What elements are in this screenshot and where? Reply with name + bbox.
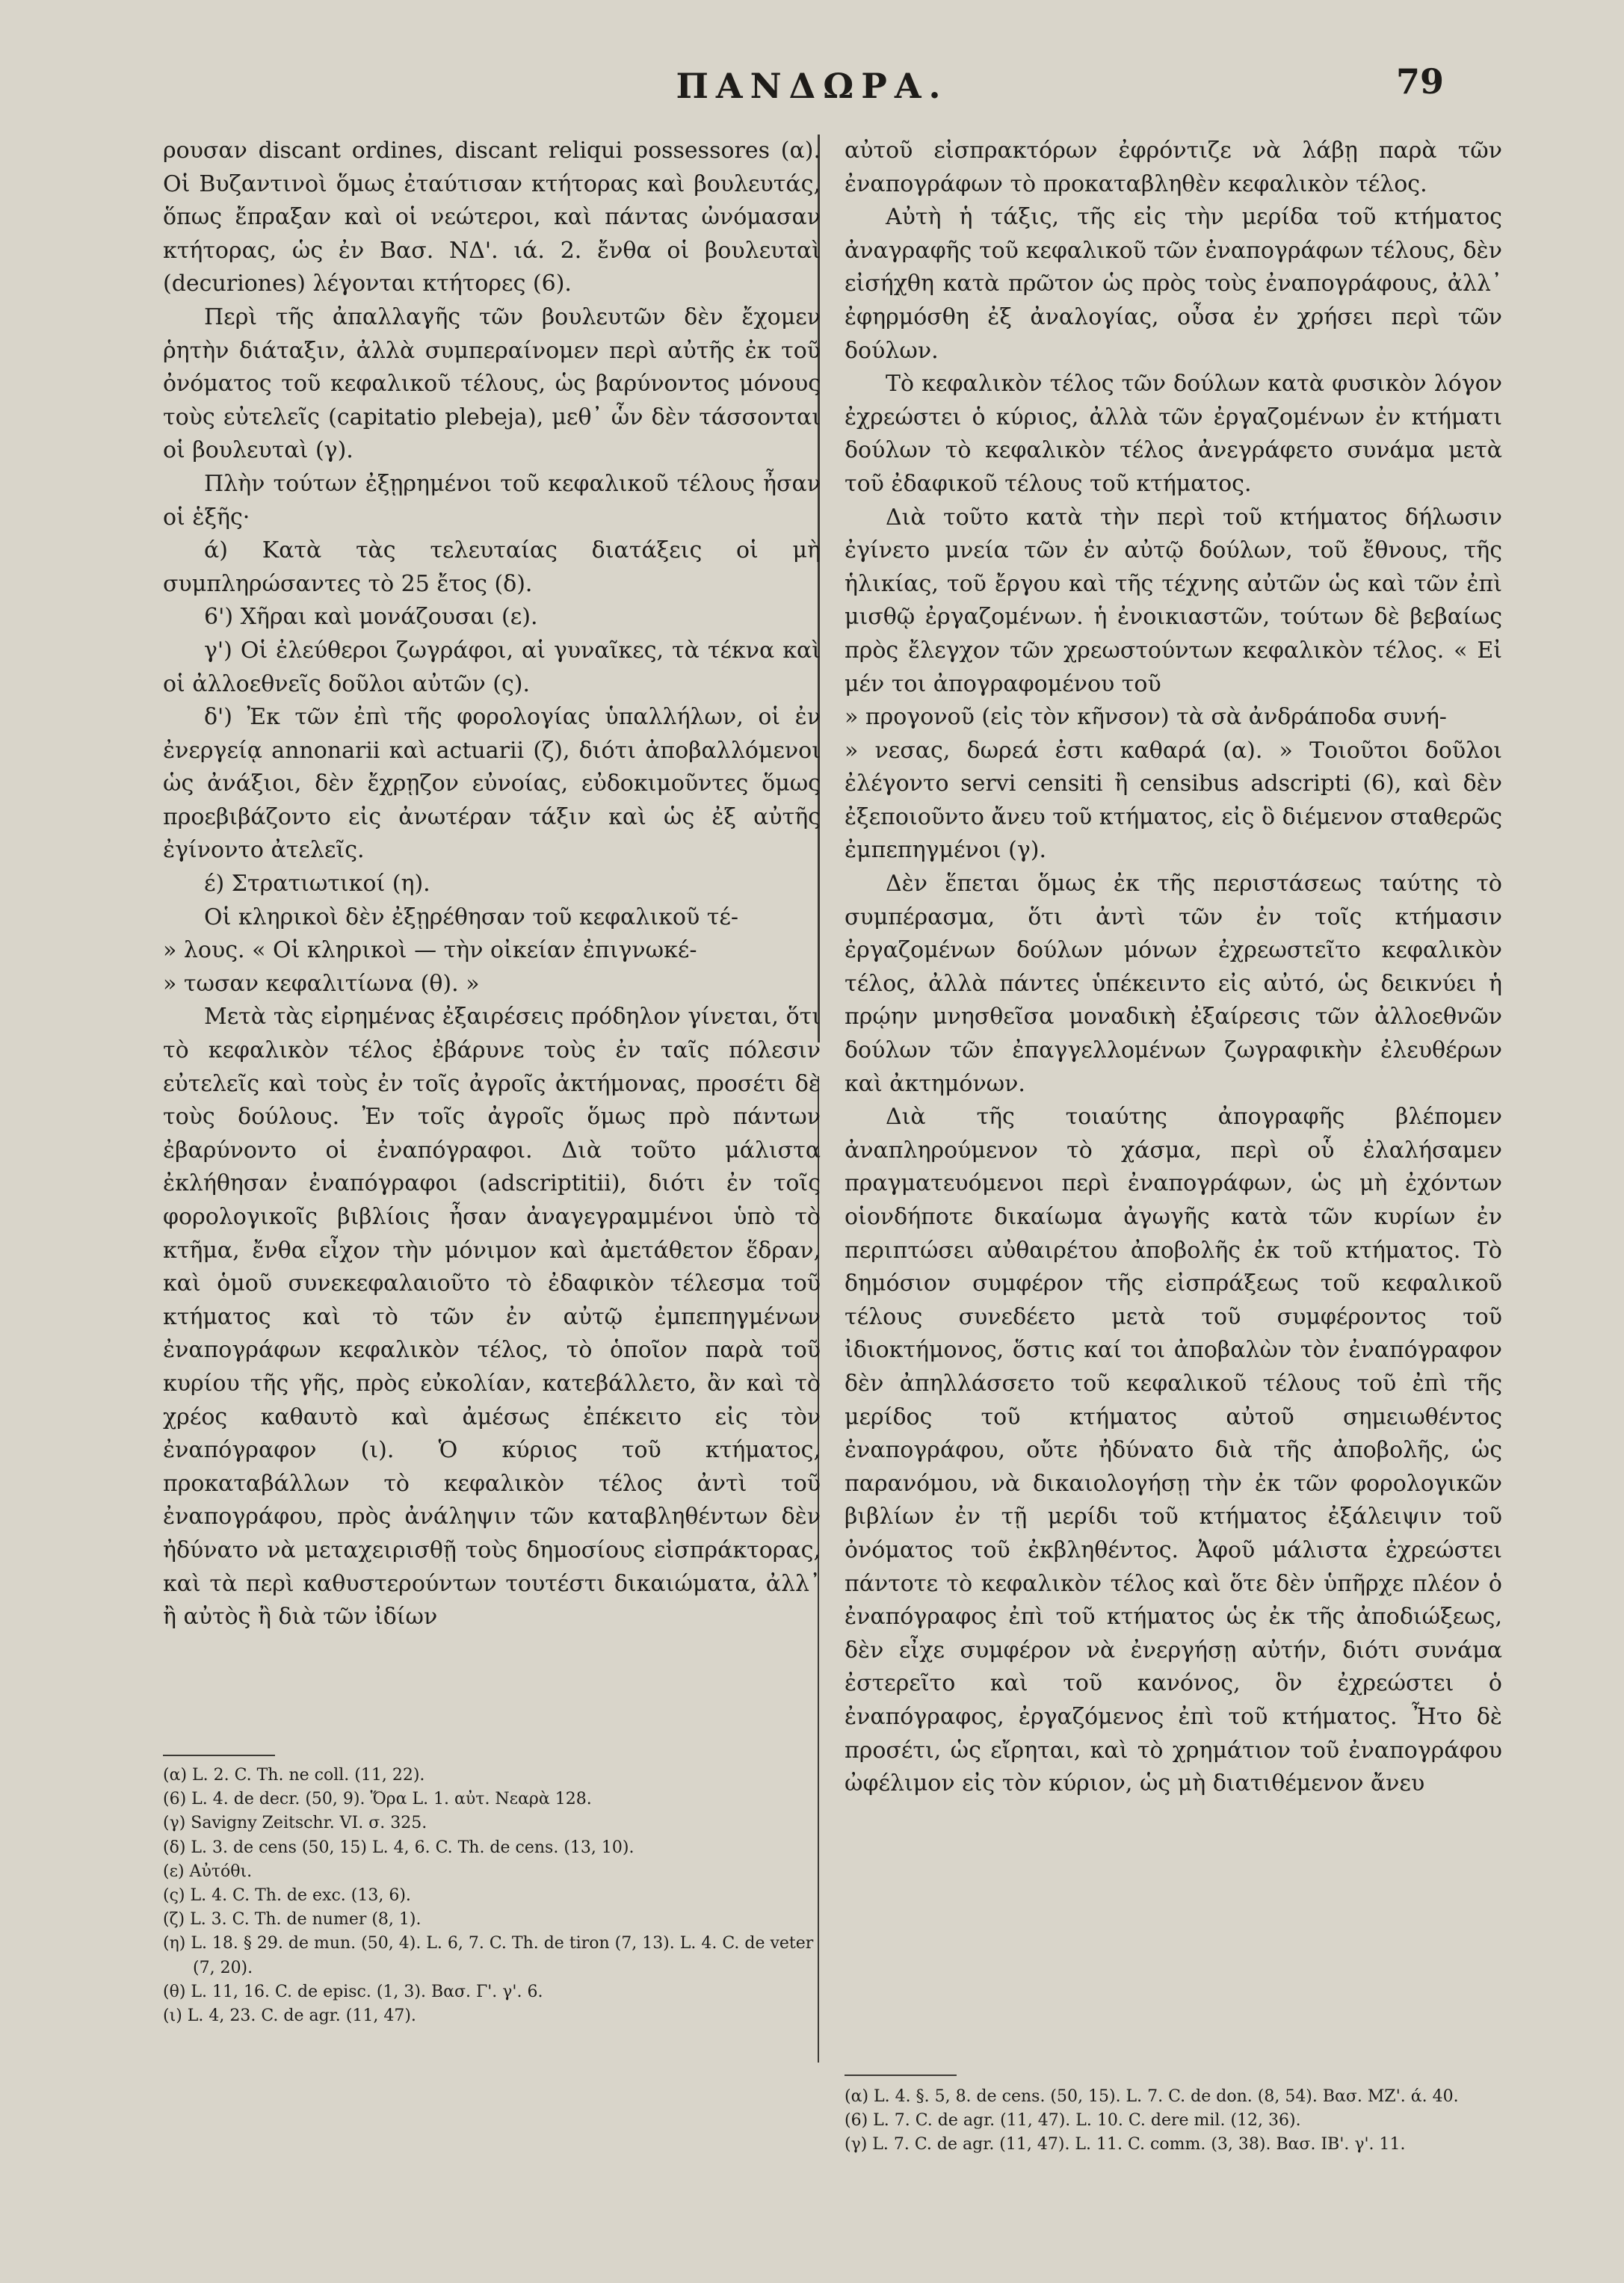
footnote: (γ) Savigny Zeitschr. VI. σ. 325.: [163, 1814, 427, 1833]
footnote: (ε) Αὐτόθι.: [163, 1862, 253, 1881]
paragraph: δ') Ἐκ τῶν ἐπὶ τῆς φορολογίας ὑπαλλήλων, οἱ ἐν ἐνεργείᾳ annonarii καὶ actuarii (ζ), διότι ἀποβαλλόμενοι ὡς ἀνάξιοι, δὲν ἔχρῃζον εὐνοίας, εὐδοκιμοῦντες ὅμως προεβιβάζοντο εἰς ἀνωτέραν τάξιν καὶ ὡς ἐξ αὐτῆς ἐγίνοντο ἀτελεῖς.: [163, 704, 821, 864]
paragraph: Δὲν ἕπεται ὅμως ἐκ τῆς περιστάσεως ταύτης τὸ συμπέρασμα, ὅτι ἀντὶ τῶν ἐν τοῖς κτήμασιν ἐργαζομένων δούλων μόνων ἐχρεωστεῖτο κεφαλικὸν τέλος, ἀλλὰ πάντες ὑπέκειντο εἰς αὐτό, ὡς δεικνύει ἡ πρῴην μνησθεῖσα μοναδικὴ ἐξαίρεσις τῶν ἀλλοεθνῶν δούλων τῶν ἐπαγγελλομένων ζωγραφικὴν ἐλευθέρων καὶ ἀκτημόνων.: [845, 871, 1502, 1097]
page-number: 79: [1396, 61, 1445, 102]
right-column: [845, 135, 1502, 1801]
paragraph: Οἱ κληρικοὶ δὲν ἐξῃρέθησαν τοῦ κεφαλικοῦ τέ-: [204, 903, 739, 930]
page-header: [0, 61, 1624, 126]
paragraph: ά) Κατὰ τὰς τελευταίας διατάξεις οἱ μὴ συμπληρώσαντες τὸ 25 ἔτος (δ).: [163, 537, 821, 597]
footnotes-right: [845, 2085, 1502, 2157]
footnote-rule: [845, 2075, 957, 2076]
footnote: (ζ) L. 3. C. Th. de numer (8, 1).: [163, 1910, 422, 1930]
footnote: (6) L. 7. C. de agr. (11, 47). L. 10. C. dere mil. (12, 36).: [845, 2111, 1301, 2131]
left-column: [163, 135, 821, 1634]
footnote: (θ) L. 11, 16. C. de episc. (1, 3). Βασ. Γ'. γ'. 6.: [163, 1982, 543, 2001]
paragraph: αὐτοῦ εἰσπρακτόρων ἐφρόντιζε νὰ λάβῃ παρὰ τῶν ἐναπογράφων τὸ προκαταβληθὲν κεφαλικὸν τέλος.: [845, 138, 1502, 197]
footnote: (δ) L. 3. de cens (50, 15) L. 4, 6. C. Th. de cens. (13, 10).: [163, 1838, 635, 1857]
footnotes-left: [163, 1764, 821, 2028]
paragraph: Περὶ τῆς ἀπαλλαγῆς τῶν βουλευτῶν δὲν ἔχομεν ῥητὴν διάταξιν, ἀλλὰ συμπεραίνομεν περὶ αὐτῆς ἐκ τοῦ ὀνόματος τοῦ κεφαλικοῦ τέλους, ὡς βαρύνοντος μόνους τοὺς εὐτελεῖς (capitatio plebeja), μεθ᾽ ὧν δὲν τάσσονται οἱ βουλευταὶ (γ).: [163, 303, 821, 464]
paragraph: Αὐτὴ ἡ τάξις, τῆς εἰς τὴν μερίδα τοῦ κτήματος ἀναγραφῆς τοῦ κεφαλικοῦ τῶν ἐναπογράφων τέλους, δὲν εἰσήχθη κατὰ πρῶτον ὡς πρὸς τοὺς ἐναπογράφους, ἀλλ᾽ ἐφηρμόσθη ἐξ ἀναλογίας, οὖσα ἐν χρήσει περὶ τῶν δούλων.: [845, 204, 1502, 364]
paragraph: έ) Στρατιωτικοί (η).: [204, 871, 430, 898]
running-title: ΠΑΝΔΩΡΑ.: [676, 66, 948, 106]
paragraph: Πλὴν τούτων ἐξῃρημένοι τοῦ κεφαλικοῦ τέλους ἦσαν οἱ ἑξῆς·: [163, 470, 821, 531]
footnote: (α) L. 2. C. Th. ne coll. (11, 22).: [163, 1766, 425, 1785]
footnote: (ι) L. 4, 23. C. de agr. (11, 47).: [163, 2006, 416, 2026]
footnote: (γ) L. 7. C. de agr. (11, 47). L. 11. C. comm. (3, 38). Βασ. ΙΒ'. γ'. 11.: [845, 2135, 1406, 2154]
footnote-rule: [163, 1755, 275, 1756]
paragraph: Τὸ κεφαλικὸν τέλος τῶν δούλων κατὰ φυσικὸν λόγον ἐχρεώστει ὁ κύριος, ἀλλὰ τῶν ἐργαζομένων ἐν κτήματι δούλων τὸ κεφαλικὸν τέλος ἀνεγράφετο συνάμα μετὰ τοῦ ἐδαφικοῦ τέλους τοῦ κτήματος.: [845, 371, 1502, 497]
paragraph: Μετὰ τὰς εἰρημένας ἐξαιρέσεις πρόδηλον γίνεται, ὅτι τὸ κεφαλικὸν τέλος ἐβάρυνε τοὺς ἐν ταῖς πόλεσιν εὐτελεῖς καὶ τοὺς ἐν τοῖς ἀγροῖς ἀκτήμονας, προσέτι δὲ τοὺς δούλους. Ἐν τοῖς ἀγροῖς ὅμως πρὸ πάντων ἐβαρύνοντο οἱ ἐναπόγραφοι. Διὰ τοῦτο μάλιστα ἐκλήθησαν ἐναπόγραφοι (adscriptitii), διότι ἐν τοῖς φορολογικοῖς βιβλίοις ἦσαν ἀναγεγραμμένοι ὑπὸ τὸ κτῆμα, ἔνθα εἶχον τὴν μόνιμον καὶ ἀμετάθετον ἕδραν, καὶ ὁμοῦ συνεκεφαλαιοῦτο τὸ ἐδαφικὸν τέλεσμα τοῦ κτήματος καὶ τὸ τῶν ἐν αὐτῷ ἐμπεπηγμένων ἐναπογράφων κεφαλικὸν τέλος, τὸ ὁποῖον παρὰ τοῦ κυρίου τῆς γῆς, πρὸς εὐκολίαν, κατεβάλλετο, ἂν καὶ τὸ χρέος καθαυτὸ καὶ ἀμέσως ἐπέκειτο εἰς τὸν ἐναπόγραφον (ι). Ὁ κύριος τοῦ κτήματος, προκαταβάλλων τὸ κεφαλικὸν τέλος ἀντὶ τοῦ ἐναπογράφου, πρὸς ἀνάληψιν τῶν καταβληθέντων δὲν ἠδύνατο νὰ μεταχειρισθῇ τοὺς δημοσίους εἰσπράκτορας, καὶ τὰ περὶ καθυστερούντων τουτέστι δικαιώματα, ἀλλ᾽ ἢ αὐτὸς ἢ διὰ τῶν ἰδίων: [163, 1004, 821, 1631]
quote-line: » νεσας, δωρεά ἐστι καθαρά (α). » Τοιοῦτοι δοῦλοι ἐλέγοντο servi censiti ἢ censibus adscripti (6), καὶ δὲν ἐξεποιοῦντο ἄνευ τοῦ κτήματος, εἰς ὃ διέμενον σταθερῶς ἐμπεπηγμένοι (γ).: [845, 737, 1502, 864]
quote-line: » προγονοῦ (εἰς τὸν κῆνσον) τὰ σὰ ἀνδράποδα συνή-: [845, 704, 1447, 731]
paragraph: γ') Οἱ ἐλεύθεροι ζωγράφοι, αἱ γυναῖκες, τὰ τέκνα καὶ οἱ ἀλλοεθνεῖς δοῦλοι αὐτῶν (ς).: [163, 637, 821, 697]
paragraph: 6') Χῆραι καὶ μονάζουσαι (ε).: [204, 604, 538, 631]
footnote: (6) L. 4. de decr. (50, 9). Ὅρα L. 1. αὐτ. Νεαρὰ 128.: [163, 1790, 592, 1809]
quote-line: » λους. « Οἱ κληρικοὶ — τὴν οἰκείαν ἐπιγνωκέ-: [163, 937, 697, 964]
footnote: (ς) L. 4. C. Th. de exc. (13, 6).: [163, 1886, 411, 1906]
footnote: (η) L. 18. § 29. de mun. (50, 4). L. 6, 7. C. Th. de tiron (7, 13). L. 4. C. de veter (7, 20).: [163, 1934, 814, 1977]
paragraph: Διὰ τῆς τοιαύτης ἀπογραφῆς βλέπομεν ἀναπληρούμενον τὸ χάσμα, περὶ οὗ ἐλαλήσαμεν πραγματευόμενοι περὶ ἐναπογράφων, ὡς μὴ ἐχόντων οἱονδήποτε δικαίωμα ἀγωγῆς κατὰ τῶν κυρίων ἐν περιπτώσει αὐθαιρέτου ἀποβολῆς ἐκ τοῦ κτήματος. Τὸ δημόσιον συμφέρον τῆς εἰσπράξεως τοῦ κεφαλικοῦ τέλους συνεδέετο μετὰ τοῦ συμφέροντος τοῦ ἰδιοκτήμονος, ὅστις καί τοι ἀποβαλὼν τὸν ἐναπόγραφον δὲν ἀπηλλάσσετο τοῦ κεφαλικοῦ τέλους τοῦ ἐπὶ τῆς μερίδος τοῦ κτήματος αὐτοῦ σημειωθέντος ἐναπογράφου, οὔτε ἠδύνατο διὰ τῆς ἀποβολῆς, ὡς παρανόμου, νὰ δικαιολογήσῃ τὴν ἐκ τῶν φορολογικῶν βιβλίων ἐν τῇ μερίδι τοῦ κτήματος ἐξάλειψιν τοῦ ὀνόματος τοῦ ἐκβληθέντος. Ἀφοῦ μάλιστα ἐχρεώστει πάντοτε τὸ κεφαλικὸν τέλος καὶ ὅτε δὲν ὑπῆρχε πλέον ὁ ἐναπόγραφος ἐπὶ τοῦ κτήματος ὡς ἐκ τῆς ἀποδιώξεως, δὲν εἶχε συμφέρον νὰ ἐνεργήσῃ αὐτήν, διότι συνάμα ἐστερεῖτο καὶ τοῦ κανόνος, ὃν ἐχρεώστει ὁ ἐναπόγραφος, ἐργαζόμενος ἐπὶ τοῦ κτήματος. Ἦτο δὲ προσέτι, ὡς εἴρηται, καὶ τὸ χρημάτιον τοῦ ἐναπογράφου ὠφέλιμον εἰς τὸν κύριον, ὡς μὴ διατιθέμενον ἄνευ: [845, 1104, 1502, 1797]
quote-line: » τωσαν κεφαλιτίωνα (θ). »: [163, 970, 480, 997]
paragraph: Διὰ τοῦτο κατὰ τὴν περὶ τοῦ κτήματος δήλωσιν ἐγίνετο μνεία τῶν ἐν αὐτῷ δούλων, τοῦ ἔθνους, τῆς ἡλικίας, τοῦ ἔργου καὶ τῆς τέχνης αὐτῶν ὡς καὶ τῶν ἐπὶ μισθῷ ἐργαζομένων. ἡ ἐνοικιαστῶν, τούτων δὲ βεβαίως πρὸς ἔλεγχον τῶν χρεωστούντων κεφαλικὸν τέλος. « Εἰ μέν τοι ἀπογραφομένου τοῦ: [845, 504, 1502, 697]
footnote: (α) L. 4. §. 5, 8. de cens. (50, 15). L. 7. C. de don. (8, 54). Βασ. ΜΖ'. ά. 40.: [845, 2087, 1459, 2106]
paragraph: ρουσαν discant ordines, discant reliqui possessores (α). Οἱ Βυζαντινοὶ ὅμως ἐταύτισαν κτήτορας καὶ βουλευτάς, ὅπως ἔπραξαν καὶ οἱ νεώτεροι, καὶ πάντας ὠνόμασαν κτήτορας, ὡς ἐν Βασ. ΝΔ'. ιά. 2. ἔνθα οἱ βουλευταὶ (decuriones) λέγονται κτήτορες (6).: [163, 138, 821, 297]
